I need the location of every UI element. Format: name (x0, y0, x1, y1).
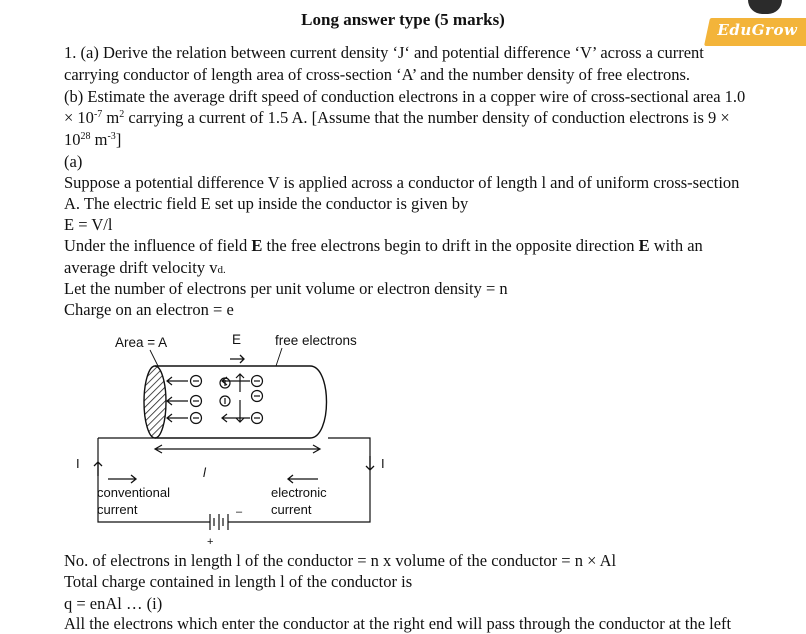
electronic-label-1: electronic (271, 485, 327, 500)
current-label-right: I (381, 456, 385, 471)
conventional-arrow-icon (108, 475, 136, 483)
answer-part-label: (a) (64, 152, 83, 171)
electron-row-1 (167, 376, 263, 387)
area-pointer (150, 350, 158, 366)
current-arrow-left-icon (94, 462, 102, 476)
circuit-wire (98, 438, 370, 522)
answer-p2-line1: Under the influence of field E the free electrons begin to drift in the opposite direction E with an (64, 236, 703, 255)
answer-p3: Let the number of electrons per unit volume or electron density = n (64, 279, 508, 298)
answer-p4: Charge on an electron = e (64, 300, 234, 319)
brand-logo (704, 18, 806, 46)
current-arrow-right-icon (366, 456, 374, 470)
brand-text: EduGrow (717, 21, 798, 39)
cross-section-area (144, 366, 166, 438)
current-label-left: I (76, 456, 80, 471)
length-arrow (155, 445, 320, 453)
answer-p1-line1: Suppose a potential difference V is applied across a conductor of length l and of uniform cross-section (64, 173, 740, 192)
conductor-right-end (310, 366, 327, 438)
conventional-label-1: conventional (97, 485, 170, 500)
question-b-line1: (b) Estimate the average drift speed of conduction electrons in a copper wire of cross-sectional area 1.0 (64, 87, 746, 106)
answer-p2-line2: average drift velocity vd. (64, 258, 226, 277)
electronic-arrow-icon (288, 475, 318, 483)
equation-charge: q = enAl … (i) (64, 594, 163, 613)
question-b-line2: × $10^{-7}$ $m^2$ carrying a current of 1.5 A. [Assume that the number density of conduction electrons is 9 × (64, 108, 730, 127)
electron-row-2 (167, 391, 263, 407)
free-electrons-pointer (276, 348, 282, 366)
answer-after3: All the electrons which enter the conductor at the right end will pass through the conductor at the left (64, 614, 732, 633)
page-title: Long answer type (5 marks) (301, 10, 505, 29)
question-a-line1: 1. (a) Derive the relation between current density ‘J‘ and potential difference ‘V’ across a current (64, 43, 704, 62)
question-a-line2: carrying conductor of length area of cross-section ‘A’ and the number density of free electrons. (64, 65, 690, 84)
battery-plus-label: + (207, 536, 214, 548)
area-label: Area = A (115, 335, 168, 350)
electron-row-3 (167, 413, 263, 424)
conductor-diagram (70, 326, 410, 548)
battery-minus-label: – (236, 506, 243, 518)
conventional-label-2: current (97, 502, 138, 517)
free-electrons-label: free electrons (275, 333, 357, 348)
length-label: l (203, 465, 206, 480)
battery-icon (210, 514, 228, 530)
equation-field: E = V/l (64, 215, 113, 234)
electronic-label-2: current (271, 502, 312, 517)
field-arrow-icon (230, 355, 244, 363)
answer-after2: Total charge contained in length l of the conductor is (64, 572, 413, 591)
question-b-line3: $10^{28}$ $m^{-3}$] (64, 130, 122, 149)
answer-p1-line2: A. The electric field E set up inside the conductor is given by (64, 194, 469, 213)
answer-after1: No. of electrons in length l of the conductor = n x volume of the conductor = n × Al (64, 551, 617, 570)
field-e-label: E (232, 332, 242, 347)
